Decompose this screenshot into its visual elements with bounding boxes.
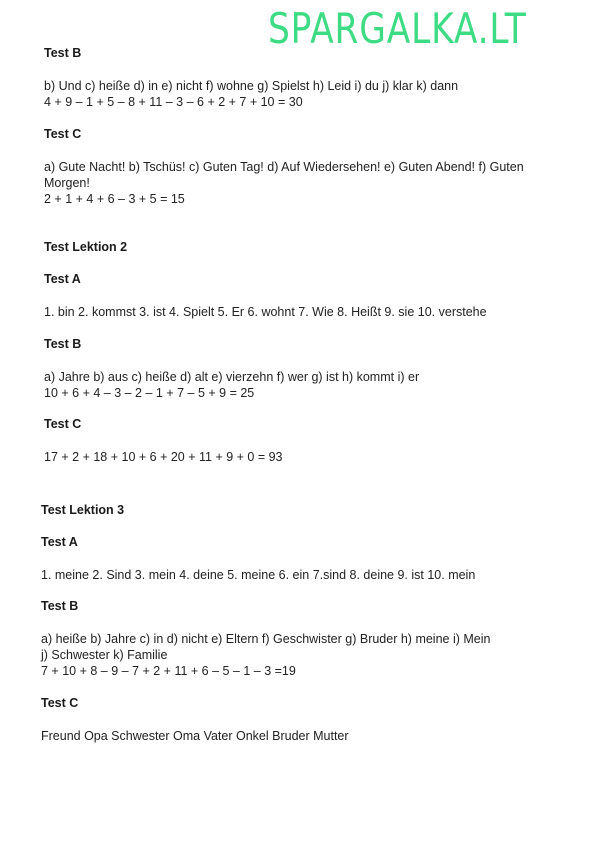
lektion3-testb-heading: Test B	[41, 599, 79, 613]
lektion1-testb-answers: b) Und c) heiße d) in e) nicht f) wohne g) Spielst h) Leid i) du j) klar k) dann	[44, 79, 459, 93]
lektion3-heading: Test Lektion 3	[41, 503, 125, 517]
lektion3-testb-sum: 7 + 10 + 8 – 9 – 7 + 2 + 11 + 6 – 5 – 1 – 3 =19	[41, 664, 296, 678]
lektion2-testb-sum: 10 + 6 + 4 – 3 – 2 – 1 + 7 – 5 + 9 = 25	[44, 386, 255, 400]
lektion1-testb-sum: 4 + 9 – 1 + 5 – 8 + 11 – 3 – 6 + 2 + 7 + 10 = 30	[44, 95, 303, 109]
lektion2-testb-answers: a) Jahre b) aus c) heiße d) alt e) vierzehn f) wer g) ist h) kommt i) er	[44, 370, 420, 384]
lektion3-testa-answers: 1. meine 2. Sind 3. mein 4. deine 5. meine 6. ein 7.sind 8. deine 9. ist 10. mein	[41, 568, 476, 582]
lektion2-heading: Test Lektion 2	[44, 240, 128, 254]
lektion2-testb-heading: Test B	[44, 337, 82, 351]
lektion2-testa-heading: Test A	[44, 272, 81, 286]
lektion2-testc-heading: Test C	[44, 417, 82, 431]
lektion2-testa-answers: 1. bin 2. kommst 3. ist 4. Spielt 5. Er 6. wohnt 7. Wie 8. Heißt 9. sie 10. verstehe	[44, 305, 487, 319]
lektion3-testb-answers-line2: j) Schwester k) Familie	[41, 648, 168, 662]
lektion1-testc-answers-line2: Morgen!	[44, 176, 90, 190]
lektion2-testc-sum: 17 + 2 + 18 + 10 + 6 + 20 + 11 + 9 + 0 = 93	[44, 450, 283, 464]
lektion1-testc-sum: 2 + 1 + 4 + 6 – 3 + 5 = 15	[44, 192, 185, 206]
lektion1-testc-heading: Test C	[44, 127, 82, 141]
site-logo: SPARGALKA.LT	[268, 4, 527, 53]
lektion3-testa-heading: Test A	[41, 535, 78, 549]
lektion1-testc-answers-line1: a) Gute Nacht! b) Tschüs! c) Guten Tag! d) Auf Wiedersehen! e) Guten Abend! f) Guten	[44, 160, 524, 174]
lektion3-testc-heading: Test C	[41, 696, 79, 710]
lektion1-testb-heading: Test B	[44, 46, 82, 60]
lektion3-testb-answers-line1: a) heiße b) Jahre c) in d) nicht e) Eltern f) Geschwister g) Bruder h) meine i) Mein	[41, 632, 491, 646]
lektion3-testc-answers: Freund Opa Schwester Oma Vater Onkel Bruder Mutter	[41, 729, 349, 743]
